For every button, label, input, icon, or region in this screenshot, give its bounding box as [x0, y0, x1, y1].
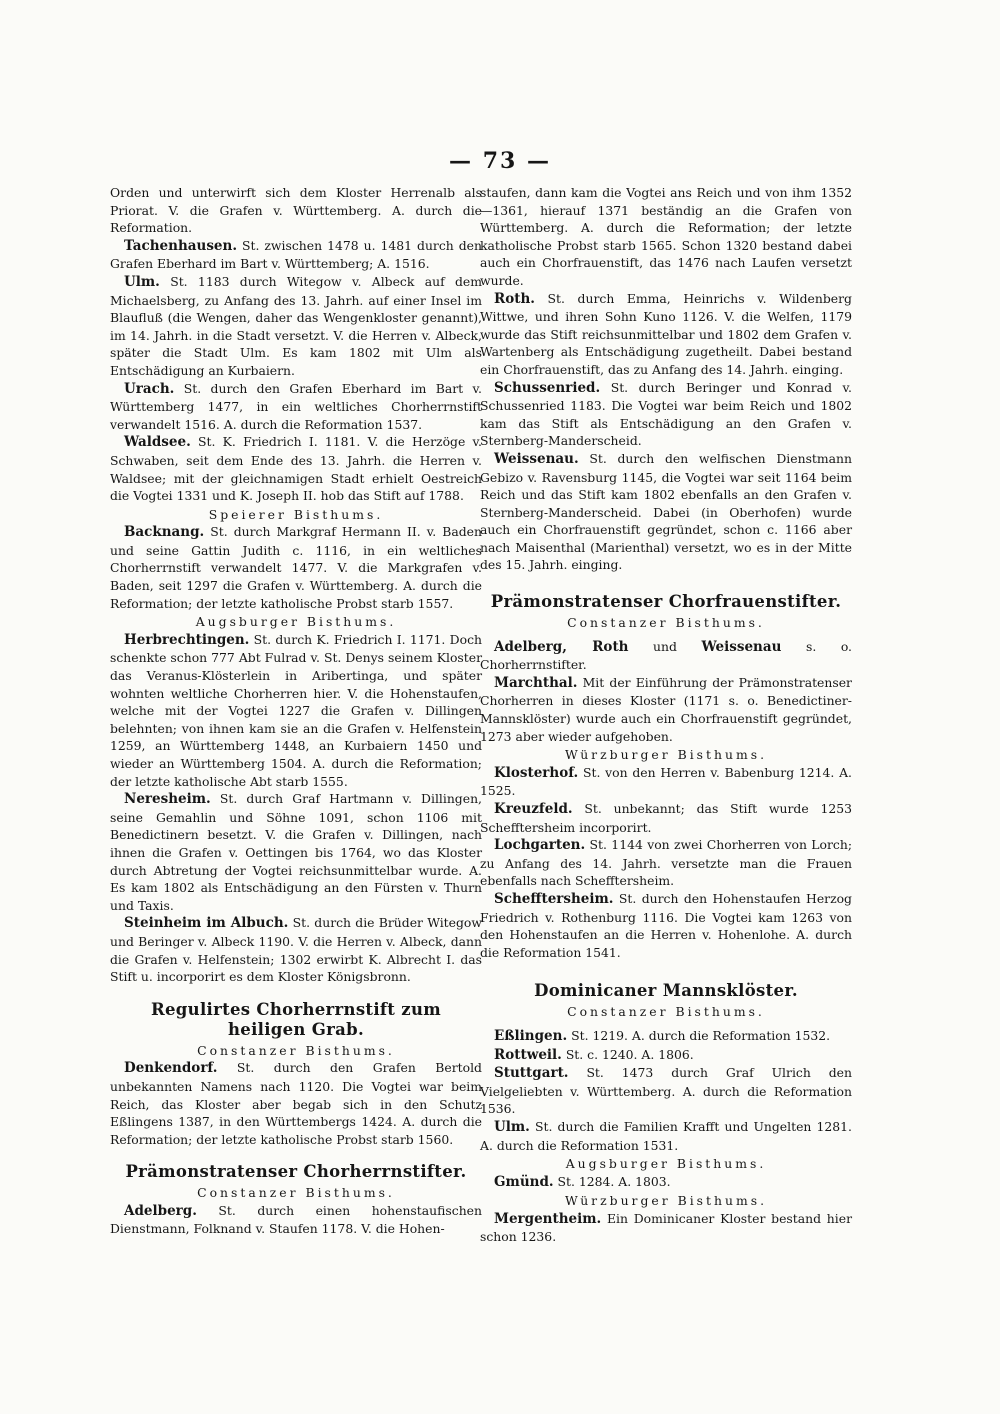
entry-keyword: Denkendorf. [124, 1060, 218, 1077]
entry-text: St. durch Markgraf Hermann II. v. Baden und seine Gattin Judith c. 1116, in ein weltliches Chorherrnstift verwandelt 1477. V. die Markgrafen v. Baden, seit 1297 die Grafen v. Württemberg. A. durch die Reformation; der letzte katholische Probst starb 1557. [110, 524, 482, 611]
right-column [480, 184, 852, 1246]
left-column [110, 184, 482, 1238]
diocese-subheading: Augsburger Bisthums. [565, 1156, 767, 1172]
entry-keyword: Steinheim im Albuch. [124, 915, 289, 932]
entry-keyword: Neresheim. [124, 791, 211, 808]
entry-text: St. durch die Brüder Witegow und Beringer v. Albeck 1190. V. die Herren v. Albeck, dann die Grafen v. Helfenstein; 1302 erwirbt K. Albrecht I. das Stift u. incorporirt es dem Kloster Königsbronn. [110, 915, 482, 985]
entry-schefftersheim [480, 890, 852, 961]
entry-connector: und [628, 638, 702, 654]
entry-keyword: Rottweil. [494, 1046, 562, 1063]
entry-keyword: Waldsee. [124, 434, 191, 451]
entry-adelberg-roth-weissenau [480, 638, 852, 674]
entry-lochgarten [480, 836, 852, 890]
continuation-paragraph: staufen, dann kam die Vogtei ans Reich und von ihm 1352—1361, hierauf 1371 beständig an die Grafen von Württemberg. A. durch die Reformation; der letzte katholische Probst starb 1565. Schon 1320 bestand dabei auch ein Chorfrauenstift, das 1476 nach Laufen versetzt wurde. [480, 185, 852, 288]
entry-text: St. 1183 durch Witegow v. Albeck auf dem Michaelsberg, zu Anfang des 13. Jahrh. auf einer Insel im Blaufluß (die Wengen, daher das Wengenkloster genannt), im 14. Jahrh. in die Stadt versetzt. V. die Herren v. Albeck, später die Stadt Ulm. Es kam 1802 mit Ulm als Entschädigung an Kurbaiern. [110, 273, 482, 378]
entry-keyword: Roth. [494, 290, 535, 307]
entry-text: St. durch den Hohenstaufen Herzog Friedrich v. Rothenburg 1116. Die Vogtei kam 1263 von den Hohenstaufen an die Herren v. Hohenlohe. A. durch die Reformation 1541. [480, 890, 852, 960]
diocese-subheading: Speierer Bisthums. [208, 506, 384, 522]
entry-text: St. zwischen 1478 u. 1481 durch den Grafen Eberhard im Bart v. Württemberg; A. 1516. [110, 237, 482, 272]
section-heading: Prämonstratenser Chorfrauenstifter. [490, 592, 842, 612]
entry-text: St. 1473 durch Graf Ulrich den Vielgeliebten v. Württemberg. A. durch die Reformation 1536. [480, 1065, 852, 1117]
entry-keyword: Backnang. [124, 524, 205, 541]
entry-text: St. durch den welfischen Dienstmann Gebizo v. Ravensburg 1145, die Vogtei war seit 1164 beim Reich und das Stift kam 1802 ebenfalls an den Grafen v. Sternberg-Manderscheid. Dabei (in Oberhofen) wurde auch ein Chorfrauenstift gegründet, schon c. 1166 aber nach Maisenthal (Marienthal) versetzt, wo es in der Mitte des 15. Jahrh. einging. [480, 450, 852, 573]
diocese-subheading: Würzburger Bisthums. [564, 1193, 768, 1209]
entry-text: St. durch Graf Hartmann v. Dillingen, seine Gemahlin und Söhne 1091, schon 1106 mit Benedictinern besetzt. V. die Grafen v. Dillingen, nach ihnen die Grafen v. Oettingen bis 1764, wo das Kloster durch Abtretung der Vogtei reichsunmittelbar wurde. A. Es kam 1802 als Entschädigung an den Fürsten v. Thurn und Taxis. [110, 791, 482, 913]
entry-steinheim [110, 914, 482, 985]
entry-keyword: Weissenau. [494, 450, 579, 467]
entry-keyword: Schussenried. [494, 379, 601, 396]
entry-keyword: Adelberg. [124, 1202, 197, 1219]
entry-mergentheim [480, 1210, 852, 1246]
entry-text: St. 1219. A. durch die Reformation 1532. [567, 1027, 831, 1043]
diocese-subheading: Constanzer Bisthums. [197, 1185, 395, 1201]
entry-text: St. 1284. A. 1803. [553, 1173, 671, 1189]
diocese-subheading: Würzburger Bisthums. [564, 747, 768, 763]
entry-keyword: Gmünd. [494, 1173, 554, 1190]
entry-esslingen [480, 1027, 852, 1046]
entry-keyword: Eßlingen. [494, 1027, 568, 1044]
entry-kreuzfeld [480, 800, 852, 836]
entry-waldsee [110, 433, 482, 504]
entry-keyword: Stuttgart. [494, 1065, 569, 1082]
section-heading: Prämonstratenser Chorherrnstifter. [125, 1162, 467, 1182]
entry-keyword: Ulm. [124, 273, 160, 290]
entry-klosterhof [480, 764, 852, 800]
entry-text: St. 1144 von zwei Chorherren von Lorch; zu Anfang des 14. Jahrh. versetzte man die Frauen ebenfalls nach Schefftersheim. [480, 837, 852, 889]
entry-keyword: Weissenau [701, 638, 782, 655]
entry-weissenau [480, 450, 852, 574]
entry-stuttgart [480, 1064, 852, 1118]
entry-keyword: Kreuzfeld. [494, 801, 573, 817]
entry-text: St. c. 1240. A. 1806. [561, 1046, 694, 1062]
entry-text: Mit der Einführung der Prämonstratenser Chorherren in dieses Kloster (1171 s. o. Benedictiner-Mannsklöster) wurde auch ein Chorfrauenstift gegründet, 1273 aber wieder aufgehoben. [480, 674, 852, 744]
entry-schussenried [480, 379, 852, 450]
entry-backnang [110, 523, 482, 612]
entry-text: Ein Dominicaner Kloster bestand hier schon 1236. [480, 1210, 852, 1245]
entry-keyword: Ulm. [494, 1118, 530, 1135]
entry-urach [110, 380, 482, 434]
section-heading: Regulirtes Chorherrnstift zum heiligen Grab. [151, 999, 441, 1039]
entry-text: St. durch Emma, Heinrichs v. Wildenberg Wittwe, und ihren Sohn Kuno 1126. V. die Welfen, 1179 wurde das Stift reichsunmittelbar und 1802 dem Grafen v. Wartenberg als Entschädigung zugetheilt. Dabei bestand ein Chorfrauenstift, das zu Anfang des 14. Jahrh. einging. [480, 290, 852, 377]
entry-keyword: Adelberg, Roth [494, 638, 629, 655]
entry-keyword: Schefftersheim. [494, 890, 614, 907]
entry-text: St. durch K. Friedrich I. 1171. Doch schenkte schon 777 Abt Fulrad v. St. Denys seinem Kloster das Veranus-Klösterlein in Aribertinga, und später wohnten weltliche Chorherren hier. V. die Hohenstaufen, welche mit der Vogtei 1227 die Grafen v. Dillingen belehnten; von ihnen kam sie an die Grafen v. Helfenstein 1259, an Württemberg 1448, an Kurbaiern 1450 und wieder an Württemberg 1504. A. durch die Reformation; der letzte katholische Abt starb 1555. [110, 631, 482, 789]
entry-keyword: Urach. [124, 380, 175, 397]
entry-marchthal [480, 674, 852, 745]
entry-gmuend [480, 1173, 852, 1192]
entry-text: St. durch die Familien Krafft und Ungelten 1281. A. durch die Reformation 1531. [480, 1118, 852, 1153]
entry-keyword: Tachenhausen. [124, 237, 238, 254]
entry-text: St. durch einen hohenstaufischen Dienstmann, Folknand v. Staufen 1178. V. die Hohen- [110, 1202, 482, 1237]
section-heading: Dominicaner Mannsklöster. [534, 981, 798, 1001]
entry-keyword: Herbrechtingen. [124, 631, 250, 648]
entry-denkendorf [110, 1059, 482, 1148]
entry-neresheim [110, 790, 482, 914]
entry-keyword: Marchthal. [494, 674, 578, 691]
entry-text: St. unbekannt; das Stift wurde 1253 Schefftersheim incorporirt. [480, 801, 852, 835]
entry-roth [480, 290, 852, 379]
entry-rottweil [480, 1046, 852, 1065]
entry-keyword: Lochgarten. [494, 837, 586, 854]
diocese-subheading: Constanzer Bisthums. [567, 615, 765, 631]
entry-text: St. durch den Grafen Bertold unbekannten Namens nach 1120. Die Vogtei war beim Reich, das Kloster aber begab sich in den Schutz Eßlingens 1387, in den Württembergs 1424. A. durch die Reformation; der letzte katholische Probst starb 1560. [110, 1060, 482, 1147]
entry-herbrechtingen [110, 631, 482, 790]
entry-keyword: Klosterhof. [494, 764, 579, 781]
entry-text: St. von den Herren v. Babenburg 1214. A. 1525. [480, 764, 852, 799]
diocese-subheading: Constanzer Bisthums. [197, 1042, 395, 1058]
entry-text: St. durch den Grafen Eberhard im Bart v. Württemberg 1477, in ein weltliches Chorherrnstift verwandelt 1516. A. durch die Reformation 1537. [110, 380, 482, 432]
entry-text: St. K. Friedrich I. 1181. V. die Herzöge v. Schwaben, seit dem Ende des 13. Jahrh. die Herren v. Waldsee; mit der gleichnamigen Stadt erhielt Oestreich die Vogtei 1331 und K. Joseph II. hob das Stift auf 1788. [110, 434, 482, 504]
diocese-subheading: Augsburger Bisthums. [195, 614, 397, 630]
entry-adelberg [110, 1202, 482, 1238]
entry-keyword: Mergentheim. [494, 1210, 602, 1227]
continuation-paragraph: Orden und unterwirft sich dem Kloster Herrenalb als Priorat. V. die Grafen v. Württemberg. A. durch die Reformation. [110, 185, 482, 236]
entry-ulm-dominican [480, 1118, 852, 1154]
diocese-subheading: Constanzer Bisthums. [567, 1004, 765, 1020]
entry-text: s. o. Chorherrnstifter. [480, 638, 852, 673]
entry-text: St. durch Beringer und Konrad v. Schussenried 1183. Die Vogtei war beim Reich und 1802 kam das Stift als Entschädigung an den Grafen v. Sternberg-Manderscheid. [480, 379, 852, 449]
page-number: — 73 — [449, 148, 551, 174]
entry-ulm [110, 273, 482, 380]
entry-tachenhausen [110, 237, 482, 273]
